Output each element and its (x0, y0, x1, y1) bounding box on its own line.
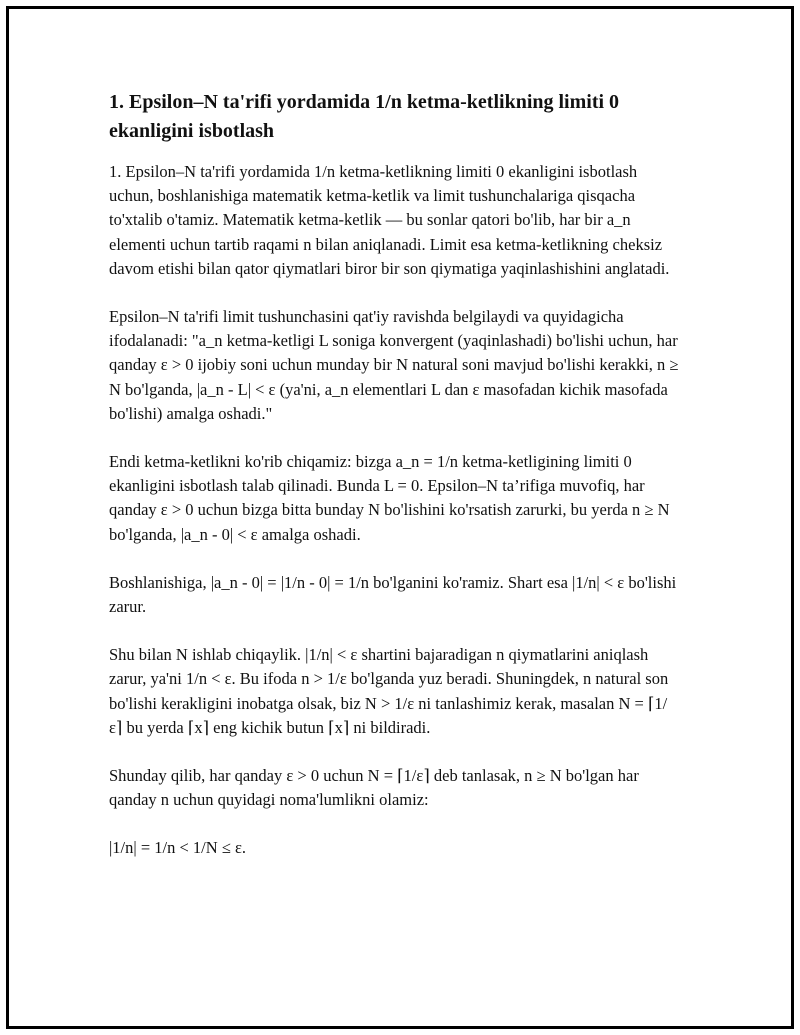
paragraph-conclusion: Shunday qilib, har qanday ε > 0 uchun N = ⌈1/ε⌉ deb tanlasak, n ≥ N bo'lgan har qanday n uchun quyidagi noma'lumlikni olamiz: (109, 766, 639, 810)
document-body (109, 88, 679, 885)
paragraph-definition: Epsilon–N ta'rifi limit tushunchasini qat'iy ravishda belgilaydi va quyidagicha ifodalanadi: "a_n ketma-ketligi L soniga konvergent (yaqinlashadi) bo'lishi uchun, har qanday ε > 0 ijobiy soni uchun munday bir N natural soni mavjud bo'lishi kerakki, n ≥ N bo'lganda, |a_n - L| < ε (ya'ni, a_n elementlari L dan ε masofadan kichik masofada bo'lishi) amalga oshadi." (109, 307, 679, 423)
paragraph-sequence: Endi ketma-ketlikni ko'rib chiqamiz: bizga a_n = 1/n ketma-ketligining limiti 0 ekanligini isbotlash talab qilinadi. Bunda L = 0. Epsilon–N ta’rifiga muvofiq, har qanday ε > 0 uchun bizga bitta bunday N bo'lishini ko'rsatish zarurki, bu yerda n ≥ N bo'lganda, |a_n - 0| < ε amalga oshadi. (109, 452, 670, 544)
paragraph-choose-n: Shu bilan N ishlab chiqaylik. |1/n| < ε shartini bajaradigan n qiymatlarini aniqlash zarur, ya'ni 1/n < ε. Bu ifoda n > 1/ε bo'lganda yuz beradi. Shuningdek, n natural son bo'lishi kerakligini inobatga olsak, biz N > 1/ε ni tanlashimiz kerak, masalan N = ⌈1/ε⌉ bu yerda ⌈x⌉ eng kichik butun ⌈x⌉ ni bildiradi. (109, 645, 669, 737)
paragraph-intro: 1. Epsilon–N ta'rifi yordamida 1/n ketma-ketlikning limiti 0 ekanligini isbotlash uchun, boshlanishiga matematik ketma-ketlik va limit tushunchalariga qisqacha to'xtalib o'tamiz. Matematik ketma-ketlik — bu sonlar qatori bo'lib, har bir a_n elementi uchun tartib raqami n bilan aniqlanadi. Limit esa ketma-ketlikning cheksiz davom etishi bilan qator qiymatlari biror bir son qiymatiga yaqinlashishini anglatadi. (109, 162, 670, 278)
paragraph-start: Boshlanishiga, |a_n - 0| = |1/n - 0| = 1/n bo'lganini ko'ramiz. Shart esa |1/n| < ε bo'lishi zarur. (109, 572, 677, 617)
document-heading: 1. Epsilon–N ta'rifi yordamida 1/n ketma-ketlikning limiti 0 ekanligini isbotlash (109, 91, 620, 142)
paragraph-inequality: |1/n| = 1/n < 1/N ≤ ε. (109, 838, 246, 858)
